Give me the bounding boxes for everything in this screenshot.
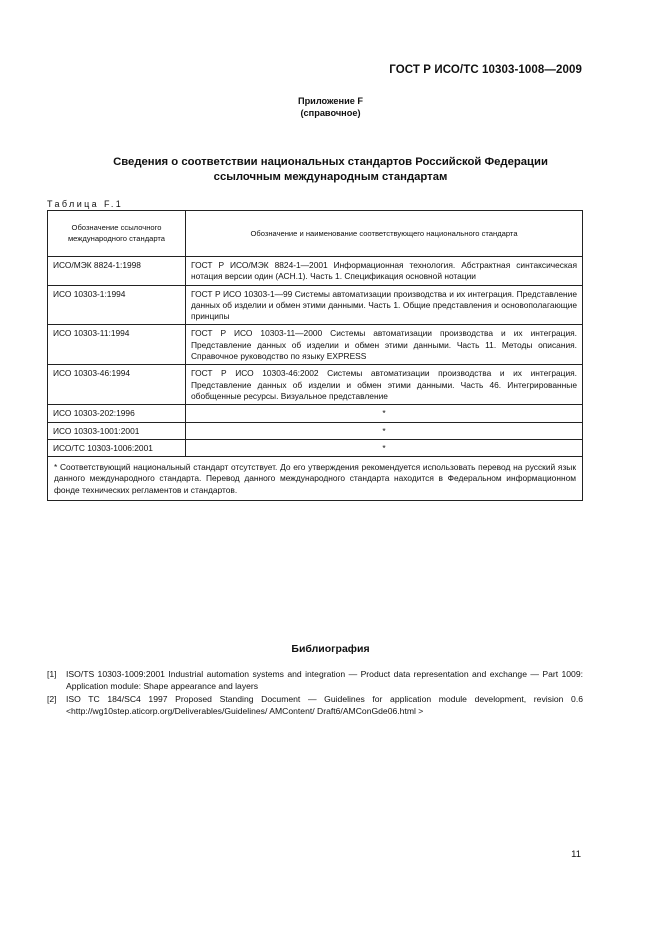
table-footnote: * Соответствующий национальный стандарт отсутствует. До его утверждения рекомендуется использовать перевод на русский язык данного международного стандарта. Перевод данного международного стандарта находится в Федеральном информационном фонде технических регламентов и стандартов.: [48, 457, 583, 501]
reference-cell: ИСО 10303-46:1994: [48, 365, 186, 405]
annex-title: Приложение F: [297, 96, 364, 106]
national-cell: ГОСТ Р ИСО/МЭК 8824-1—2001 Информационная технология. Абстрактная синтаксическая нотация версии один (АСН.1). Часть 1. Спецификация основной нотации: [186, 257, 583, 286]
annex-type: (справочное): [300, 108, 361, 118]
table-row: [48, 257, 583, 286]
reference-cell: ИСО/ТС 10303-1006:2001: [48, 439, 186, 456]
reference-cell: ИСО 10303-1001:2001: [48, 422, 186, 439]
bibliography-item: [47, 694, 583, 718]
section-title-line2: ссылочным международным стандартам: [213, 171, 448, 183]
national-cell: ГОСТ Р ИСО 10303-11—2000 Системы автоматизации производства и их интеграция. Представление данных об изделии и обмен этими данными. Часть 11. Методы описания. Справочное руководство по языку EXPRESS: [186, 325, 583, 365]
table-row: [48, 422, 583, 439]
column-header-reference: Обозначение ссылочного международного стандарта: [48, 211, 186, 257]
national-cell: *: [186, 422, 583, 439]
table-header-row: [48, 211, 583, 257]
table-row: [48, 285, 583, 325]
page-number: 11: [571, 849, 581, 860]
national-cell: *: [186, 405, 583, 422]
bibliography-item-text: ISO TC 184/SC4 1997 Proposed Standing Document — Guidelines for application module development, revision 0.6 <http://wg10step.aticorp.org/Deliverables/Guidelines/ AMContent/ Draft6/AMConGde06.html >: [66, 694, 583, 716]
document-header: ГОСТ Р ИСО/ТС 10303-1008—2009: [389, 64, 582, 76]
table-footnote-row: [48, 457, 583, 501]
reference-cell: ИСО 10303-202:1996: [48, 405, 186, 422]
reference-cell: ИСО 10303-1:1994: [48, 285, 186, 325]
table-row: [48, 325, 583, 365]
bibliography-item-number: [1]: [47, 669, 57, 679]
table-label: Таблица F.1: [47, 199, 124, 209]
bibliography-item: [47, 669, 583, 693]
national-cell: ГОСТ Р ИСО 10303-46:2002 Системы автоматизации производства и их интеграция. Представление данных об изделии и обмен этими данными. Часть 46. Интегрированные обобщенные ресурсы. Визуальное представление: [186, 365, 583, 405]
bibliography-item-text: ISO/TS 10303-1009:2001 Industrial automation systems and integration — Product data representation and exchange — Part 1009: Application module: Shape appearance and layers: [66, 669, 583, 691]
column-header-national: Обозначение и наименование соответствующего национального стандарта: [186, 211, 583, 257]
reference-cell: ИСО 10303-11:1994: [48, 325, 186, 365]
bibliography-title: Библиография: [291, 643, 370, 655]
table-row: [48, 439, 583, 456]
table-row: [48, 365, 583, 405]
annex-heading: [0, 95, 661, 119]
correspondence-table: [47, 210, 583, 501]
section-title-line1: Сведения о соответствии национальных стандартов Российской Федерации: [113, 156, 548, 168]
reference-cell: ИСО/МЭК 8824-1:1998: [48, 257, 186, 286]
bibliography-item-number: [2]: [47, 694, 57, 704]
table-row: [48, 405, 583, 422]
national-cell: *: [186, 439, 583, 456]
section-title: [0, 155, 661, 185]
national-cell: ГОСТ Р ИСО 10303-1—99 Системы автоматизации производства и их интеграция. Представление данных об изделии и обмен этими данными. Часть 1. Общие представления и основополагающие принципы: [186, 285, 583, 325]
